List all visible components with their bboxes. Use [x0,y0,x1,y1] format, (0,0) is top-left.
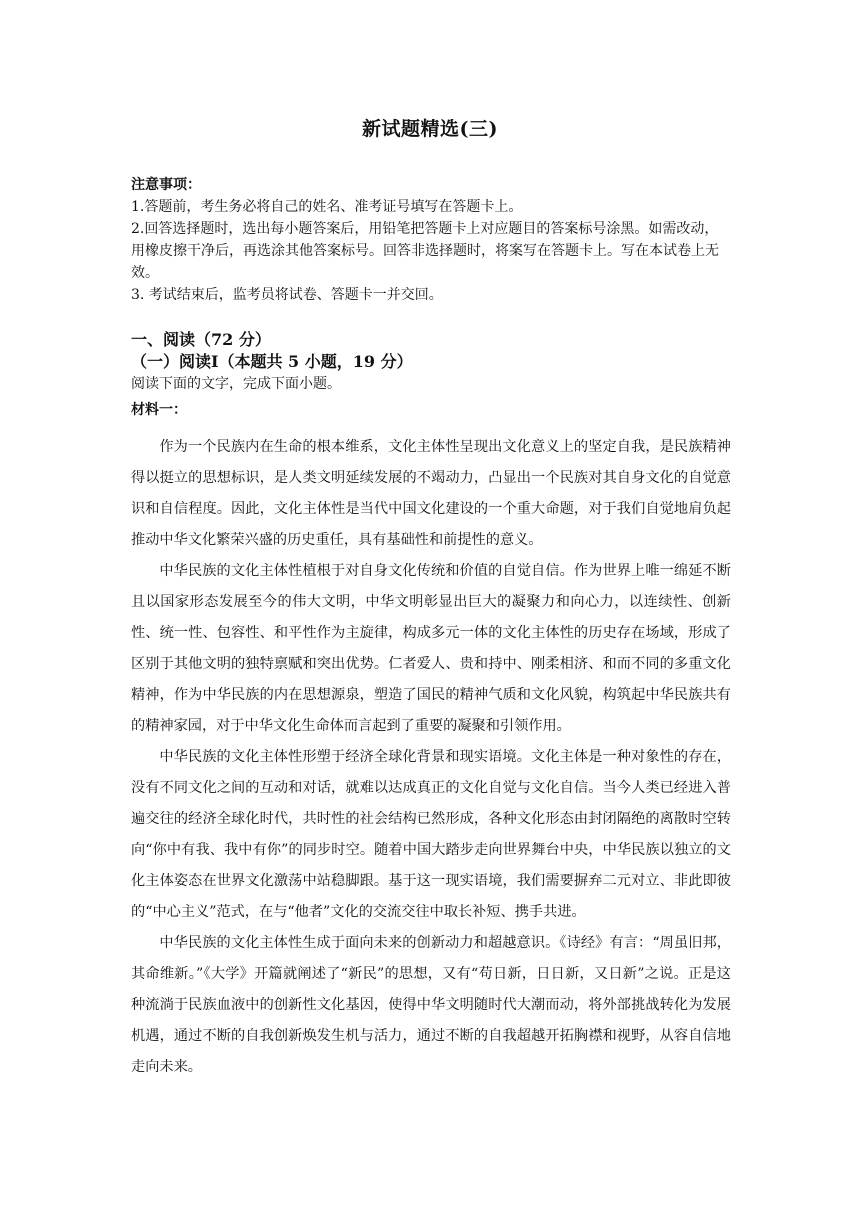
section-subtitle: （一）阅读Ⅰ（本题共 5 小题，19 分） [131,352,413,371]
material-label: 材料一： [131,402,187,418]
notice-item-2: 2.回答选择题时，选出每小题答案后，用铅笔把答题卡上对应题目的答案标号涂黑。如需改动，用橡皮擦干净后，再选涂其他答案标号。回答非选择题时，将案写在答题卡上。写在本试卷上无效。 [131,221,719,281]
section-title: 一、阅读（72 分） [131,330,271,349]
passage-paragraph-1: 作为一个民族内在生命的根本维系，文化主体性呈现出文化意义上的坚定自我，是民族精神得以挺立的思想标识，是人类文明延续发展的不竭动力，凸显出一个民族对其自身文化的自觉意识和自信程度。因此，文化主体性是当代中国文化建设的一个重大命题，对于我们自觉地肩负起推动中华文化繁荣兴盛的历史重任，具有基础性和前提性的意义。 [131,439,731,548]
reading-section [131,329,731,423]
page-title: 新试题精选(三) [362,118,498,140]
passage-paragraph-4: 中华民族的文化主体性生成于面向未来的创新动力和超越意识。《诗经》有言：“周虽旧邦，其命维新。”《大学》开篇就阐述了“新民”的思想，又有“苟日新，日日新，又日新”之说。正是这种流淌于民族血液中的创新性文化基因，使得中华文明随时代大潮而动，将外部挑战转化为发展机遇，通过不断的自我创新焕发生机与活力，通过不断的自我超越开拓胸襟和视野，从容自信地走向未来。 [131,935,731,1075]
passage-paragraph-2: 中华民族的文化主体性植根于对自身文化传统和价值的自觉自信。作为世界上唯一绵延不断且以国家形态发展至今的伟大文明，中华文明彰显出巨大的凝聚力和向心力，以连续性、创新性、统一性、包容性、和平性作为主旋律，构成多元一体的文化主体性的历史存在场域，形成了区别于其他文明的独特禀赋和突出优势。仁者爱人、贵和持中、刚柔相济、和而不同的多重文化精神，作为中华民族的内在思想源泉，塑造了国民的精神气质和文化风貌，构筑起中华民族共有的精神家园，对于中华文化生命体而言起到了重要的凝聚和引领作用。 [131,563,731,734]
notice-block [131,174,731,306]
section-instruction: 阅读下面的文字，完成下面小题。 [131,376,341,392]
notice-item-1: 1.答题前，考生务必将自己的姓名、准考证号填写在答题卡上。 [131,199,523,215]
reading-passage [131,432,731,1083]
passage-paragraph-3: 中华民族的文化主体性形塑于经济全球化背景和现实语境。文化主体是一种对象性的存在，没有不同文化之间的互动和对话，就难以达成真正的文化自觉与文化自信。当今人类已经进入普遍交往的经济全球化时代，共时性的社会结构已然形成，各种文化形态由封闭隔绝的离散时空转向“你中有我、我中有你”的同步时空。随着中国大踏步走向世界舞台中央，中华民族以独立的文化主体姿态在世界文化激荡中站稳脚跟。基于这一现实语境，我们需要摒弃二元对立、非此即彼的“中心主义”范式，在与“他者”文化的交流交往中取长补短、携手共进。 [131,749,731,920]
notice-item-3: 3. 考试结束后，监考员将试卷、答题卡一并交回。 [131,287,443,303]
notice-heading: 注意事项： [131,177,201,193]
